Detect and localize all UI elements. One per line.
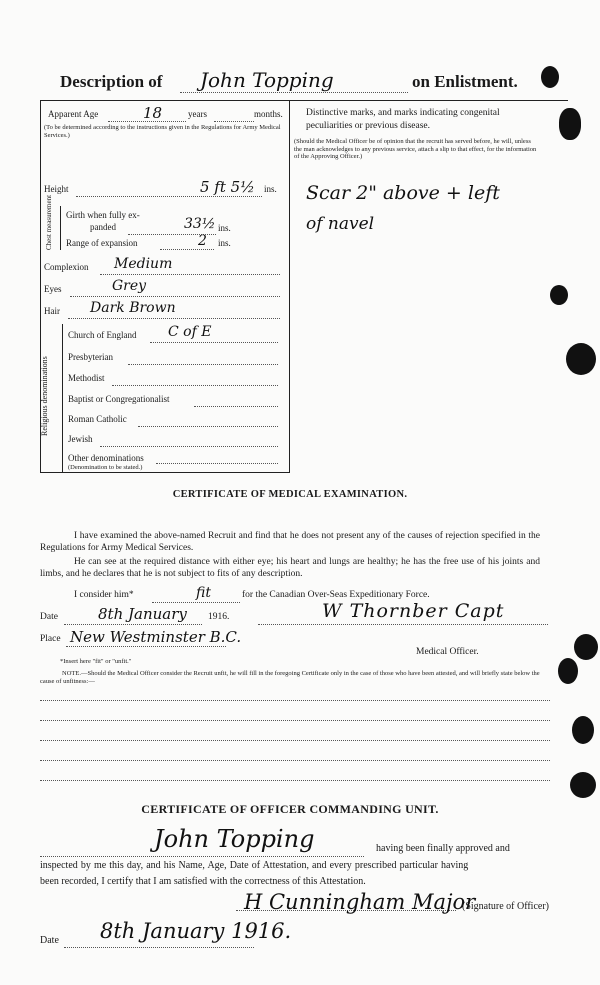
months-label: months. bbox=[254, 109, 283, 119]
commanding-date-label: Date bbox=[40, 935, 59, 946]
commanding-officer-signature: H Cunningham Major bbox=[244, 890, 476, 914]
binder-hole bbox=[550, 285, 568, 305]
religion-presbyterian: Presbyterian bbox=[68, 352, 113, 362]
range-label: Range of expansion bbox=[66, 238, 138, 248]
header-recruit-name: John Topping bbox=[200, 68, 334, 92]
height-label: Height bbox=[44, 184, 69, 194]
girth-value: 33½ bbox=[184, 216, 216, 232]
header-on-enlistment: on Enlistment. bbox=[412, 72, 518, 91]
religion-side-label: Religious denominations bbox=[40, 356, 49, 436]
binder-hole bbox=[572, 716, 594, 744]
other-denomination-note: (Denomination to be stated.) bbox=[68, 464, 143, 471]
girth-unit: ins. bbox=[218, 223, 231, 233]
consider-value: fit bbox=[196, 585, 211, 601]
binder-hole bbox=[558, 658, 578, 684]
commanding-text-3: been recorded, I certify that I am satisfied with the correctness of this Attestation. bbox=[40, 876, 366, 887]
chest-side-label: Chest measurement bbox=[45, 194, 53, 250]
complexion-value: Medium bbox=[114, 256, 173, 272]
commanding-date-value: 8th January 1916. bbox=[100, 919, 292, 943]
eyes-label: Eyes bbox=[44, 284, 62, 294]
consider-label: I consider him* bbox=[74, 590, 134, 600]
age-note: (To be determined according to the instructions given in the Regulations for Army Medical Services.) bbox=[44, 124, 281, 139]
medical-officer-signature: W Thornber Capt bbox=[322, 600, 505, 622]
commanding-recruit-name: John Topping bbox=[154, 825, 315, 853]
commanding-signature-label: (Signature of Officer) bbox=[462, 901, 550, 912]
girth-label-1: Girth when fully ex- bbox=[66, 210, 140, 220]
religion-jewish: Jewish bbox=[68, 434, 93, 444]
religion-other: Other denominations bbox=[68, 453, 144, 463]
binder-hole bbox=[559, 108, 581, 140]
binder-hole bbox=[570, 772, 596, 798]
medical-place-label: Place bbox=[40, 634, 61, 644]
commanding-certificate-title: CERTIFICATE OF OFFICER COMMANDING UNIT. bbox=[141, 802, 439, 816]
medical-place-value: New Westminster B.C. bbox=[70, 628, 242, 646]
medical-year-print: 1916. bbox=[208, 612, 230, 622]
commanding-text-1: having been finally approved and bbox=[376, 843, 510, 854]
medical-officer-label: Medical Officer. bbox=[416, 647, 479, 657]
medical-date-label: Date bbox=[40, 612, 58, 622]
complexion-label: Complexion bbox=[44, 262, 89, 272]
bottom-rule bbox=[40, 472, 290, 473]
height-unit: ins. bbox=[264, 184, 277, 194]
height-value: 5 ft 5½ bbox=[200, 178, 255, 196]
years-label: years bbox=[188, 109, 207, 119]
hair-label: Hair bbox=[44, 306, 60, 316]
religion-baptist: Baptist or Congregationalist bbox=[68, 394, 170, 404]
marks-value-line-2: of navel bbox=[306, 214, 375, 234]
medical-paragraph-2: He can see at the required distance with either eye; his heart and lungs are healthy; he has the free use of his joints and limbs, and he declares that he is not subject to fits of any description. bbox=[40, 557, 540, 579]
range-unit: ins. bbox=[218, 238, 231, 248]
fit-footnote: *Insert here "fit" or "unfit." bbox=[60, 658, 132, 665]
binder-hole bbox=[541, 66, 559, 88]
marks-heading-1: Distinctive marks, and marks indicating congenital bbox=[306, 108, 500, 118]
girth-label-2: panded bbox=[90, 222, 116, 232]
medical-paragraph-1: I have examined the above-named Recruit and find that he does not present any of the causes of rejection specified in the Regulations for Army Medical Services. bbox=[40, 531, 540, 553]
header-description-of: Description of bbox=[60, 72, 163, 91]
center-divider bbox=[289, 100, 290, 472]
eyes-value: Grey bbox=[112, 278, 147, 294]
apparent-age-label: Apparent Age bbox=[48, 109, 99, 119]
medical-note: NOTE.—Should the Medical Officer consider the Recruit unfit, he will fill in the foregoing Certificate only in the case of those who have been attested, and will briefly state below the cause of unfitness:— bbox=[40, 670, 540, 685]
religion-church-of-england: Church of England bbox=[68, 330, 137, 340]
commanding-text-2: inspected by me this day, and his Name, Age, Date of Attestation, and every prescribed particular having bbox=[40, 860, 469, 871]
marks-note: (Should the Medical Officer be of opinion that the recruit has served before, he will, unless the man acknowledges to any previous service, attach a slip to that effect, for the information of the Approving Officer.) bbox=[294, 138, 537, 160]
religion-roman-catholic: Roman Catholic bbox=[68, 414, 127, 424]
religion-methodist: Methodist bbox=[68, 373, 105, 383]
religion-church-of-england-value: C of E bbox=[168, 324, 212, 340]
force-label: for the Canadian Over-Seas Expeditionary Force. bbox=[242, 590, 430, 600]
binder-hole bbox=[574, 634, 598, 660]
marks-value-line-1: Scar 2" above + left bbox=[306, 182, 500, 204]
age-value: 18 bbox=[143, 104, 163, 122]
medical-certificate-title: CERTIFICATE OF MEDICAL EXAMINATION. bbox=[172, 489, 408, 500]
range-value: 2 bbox=[198, 233, 207, 249]
top-rule bbox=[40, 100, 568, 101]
marks-heading-2: peculiarities or previous disease. bbox=[306, 121, 430, 131]
binder-hole bbox=[566, 343, 596, 375]
medical-date-value: 8th January bbox=[98, 605, 187, 623]
hair-value: Dark Brown bbox=[90, 300, 176, 316]
